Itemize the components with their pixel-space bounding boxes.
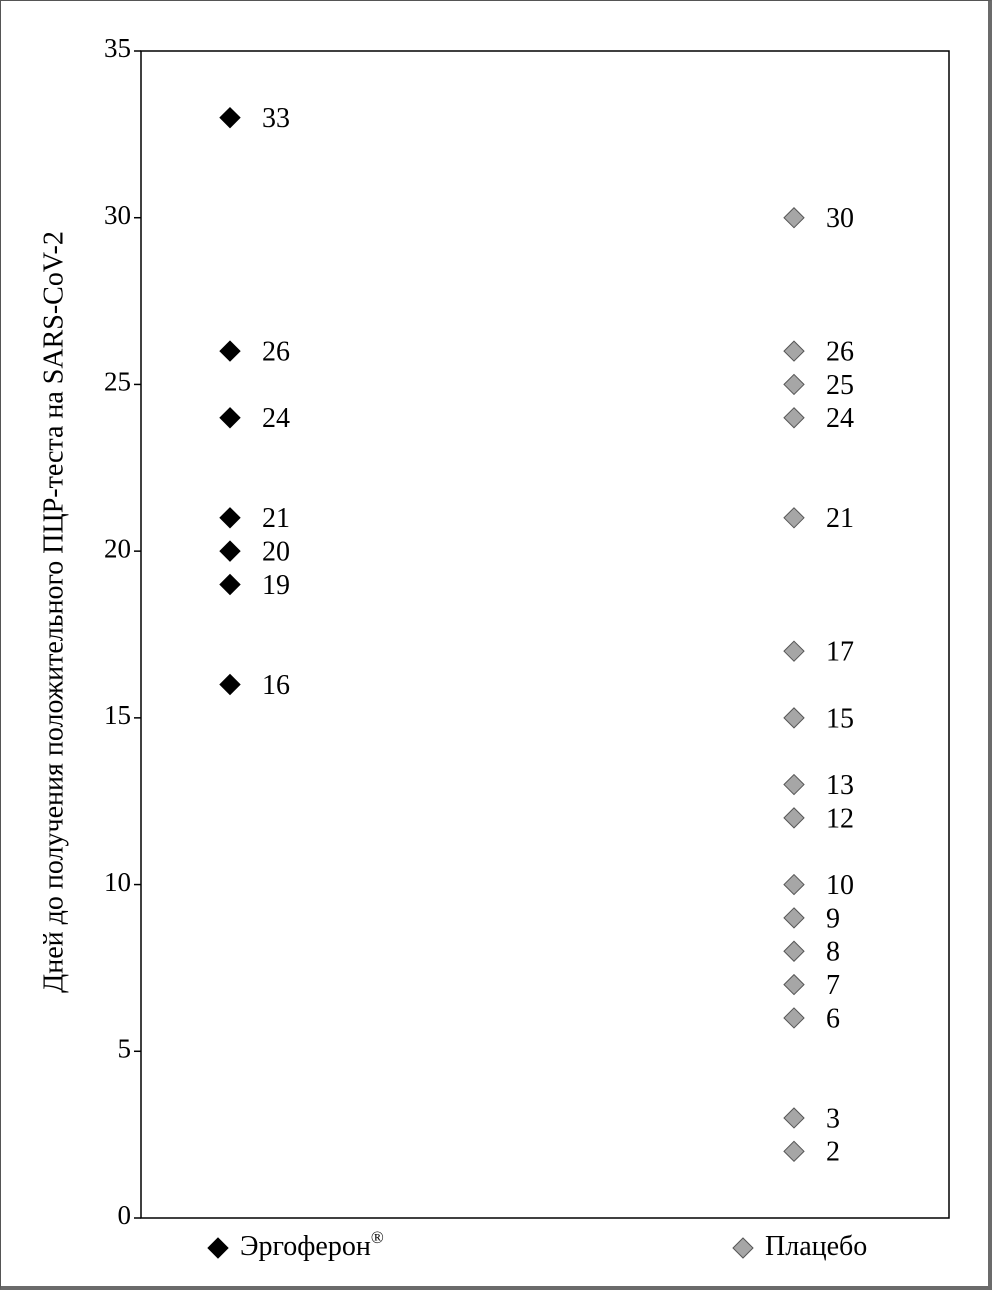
data-label: 17 xyxy=(826,636,854,668)
legend-superscript: ® xyxy=(370,1227,384,1247)
legend xyxy=(208,1228,867,1263)
legend-marker xyxy=(733,1238,753,1258)
y-tick-label: 0 xyxy=(117,1200,131,1231)
legend-series-name: Эргоферон xyxy=(240,1231,371,1263)
data-label: 6 xyxy=(826,1003,840,1035)
data-label: 24 xyxy=(826,403,854,435)
legend-marker xyxy=(208,1238,228,1258)
data-label: 13 xyxy=(826,769,854,801)
data-label: 7 xyxy=(826,970,840,1002)
data-label: 24 xyxy=(262,403,290,435)
data-label: 21 xyxy=(262,503,290,535)
legend-label xyxy=(765,1231,867,1262)
data-label: 25 xyxy=(826,369,854,401)
data-label: 8 xyxy=(826,936,840,968)
data-label: 30 xyxy=(826,203,854,235)
y-tick-label: 15 xyxy=(104,700,131,731)
y-tick-label: 25 xyxy=(104,366,131,397)
data-label: 19 xyxy=(262,569,290,601)
legend-series-name: Плацебо xyxy=(765,1231,868,1263)
y-tick-label: 10 xyxy=(104,866,131,897)
data-label: 33 xyxy=(262,103,290,135)
y-axis-tick-labels xyxy=(104,33,131,1230)
legend-label xyxy=(240,1228,384,1263)
y-tick-label: 35 xyxy=(104,33,131,64)
data-label: 15 xyxy=(826,703,854,735)
y-tick-label: 30 xyxy=(104,199,131,230)
data-label: 26 xyxy=(826,336,854,368)
data-label: 9 xyxy=(826,903,840,935)
data-label: 2 xyxy=(826,1136,840,1168)
data-label: 20 xyxy=(262,536,290,568)
y-tick-label: 5 xyxy=(117,1033,131,1064)
y-axis-ticks xyxy=(134,51,141,1218)
data-label: 3 xyxy=(826,1103,840,1135)
data-label: 10 xyxy=(826,869,854,901)
data-label: 16 xyxy=(262,669,290,701)
data-label: 12 xyxy=(826,803,854,835)
y-tick-label: 20 xyxy=(104,533,131,564)
data-label: 21 xyxy=(826,503,854,535)
data-label: 26 xyxy=(262,336,290,368)
y-axis-title: Дней до получения положительного ПЦР-теста на SARS-CoV-2 xyxy=(38,231,70,993)
